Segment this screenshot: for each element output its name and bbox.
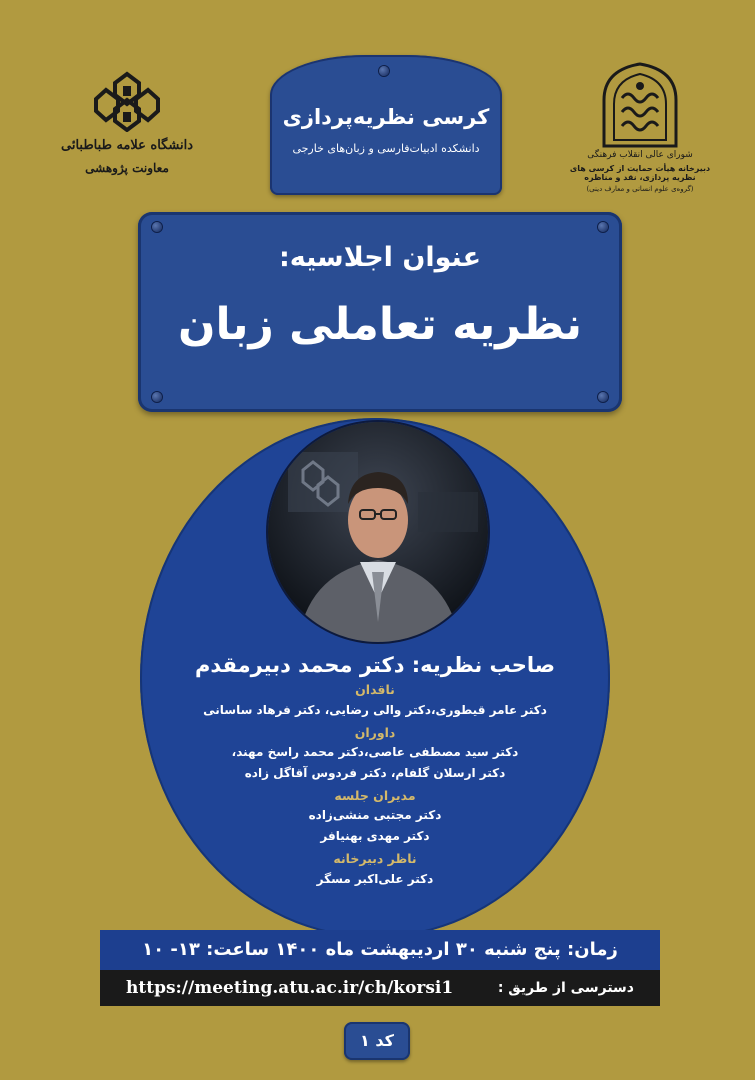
theorist-name: صاحب نظریه: دکتر محمد دبیرمقدم	[194, 653, 556, 677]
chair-title: کرسی نظریه‌پردازی	[282, 105, 490, 129]
council-emblem-icon	[594, 60, 686, 148]
university-emblem-icon	[92, 70, 162, 132]
judges-names-line2: دکتر ارسلان گلفام، دکتر فردوس آقاگل زاده	[244, 766, 506, 780]
screw-icon	[152, 392, 162, 402]
managers-label: مدیران جلسه	[334, 788, 416, 803]
secretariat-supervisor-label: ناظر دبیرخانه	[333, 851, 417, 867]
manager-name-1: دکتر مجتبی منشی‌زاده	[308, 808, 442, 823]
meeting-title-plate	[138, 212, 622, 412]
meeting-time-bar	[100, 930, 660, 970]
screw-icon	[379, 66, 389, 76]
university-name: دانشگاه علامه طباطبائی	[61, 138, 193, 153]
university-logo-block	[52, 70, 202, 175]
screw-icon	[598, 222, 608, 232]
chair-sign-plate	[270, 55, 502, 195]
judges-names-line1: دکتر سید مصطفی عاصی،دکتر محمد راسخ مهند،	[231, 745, 519, 759]
meeting-link[interactable]: https://meeting.atu.ac.ir/ch/korsi1	[126, 978, 454, 998]
code-plate	[344, 1022, 410, 1060]
access-bar	[100, 970, 660, 1006]
meeting-title: نظریه تعاملی زبان	[177, 299, 583, 350]
secretariat-name: دبیرخانه هیأت حمایت از کرسی های نظریه پردازی، نقد و مناظره	[569, 164, 711, 182]
humanities-group-name: (گروه‌ی علوم انسانی و معارف دینی)	[586, 185, 694, 193]
meeting-title-label: عنوان اجلاسیه:	[278, 242, 482, 273]
judges-label: داوران	[354, 724, 396, 740]
faculty-name: دانشکده ادبیات‌فارسی و زبان‌های خارجی	[292, 142, 480, 156]
speaker-portrait	[268, 422, 488, 642]
secretariat-supervisor-name: دکتر علی‌اکبر مسگر	[316, 871, 434, 886]
meeting-time: زمان: پنج شنبه ۳۰ اردیبهشت ماه ۱۴۰۰ ساعت: ۱۳- ۱۰	[142, 939, 618, 960]
screw-icon	[152, 222, 162, 232]
speakers-list	[160, 652, 590, 890]
screw-icon	[598, 392, 608, 402]
critics-names: دکتر عامر قیطوری،دکتر والی رضایی، دکتر فرهاد ساسانی	[203, 702, 547, 717]
session-code: کد ۱	[360, 1031, 394, 1050]
research-office-name: معاونت پژوهشی	[85, 161, 169, 175]
council-logo-block	[565, 60, 715, 193]
manager-name-2: دکتر مهدی بهنیافر	[320, 829, 430, 844]
critics-label: ناقدان	[355, 682, 395, 698]
council-name: شورای عالی انقلاب فرهنگی	[587, 150, 693, 160]
access-label: دسترسی از طریق :	[497, 980, 634, 996]
person-portrait-icon	[268, 422, 488, 642]
